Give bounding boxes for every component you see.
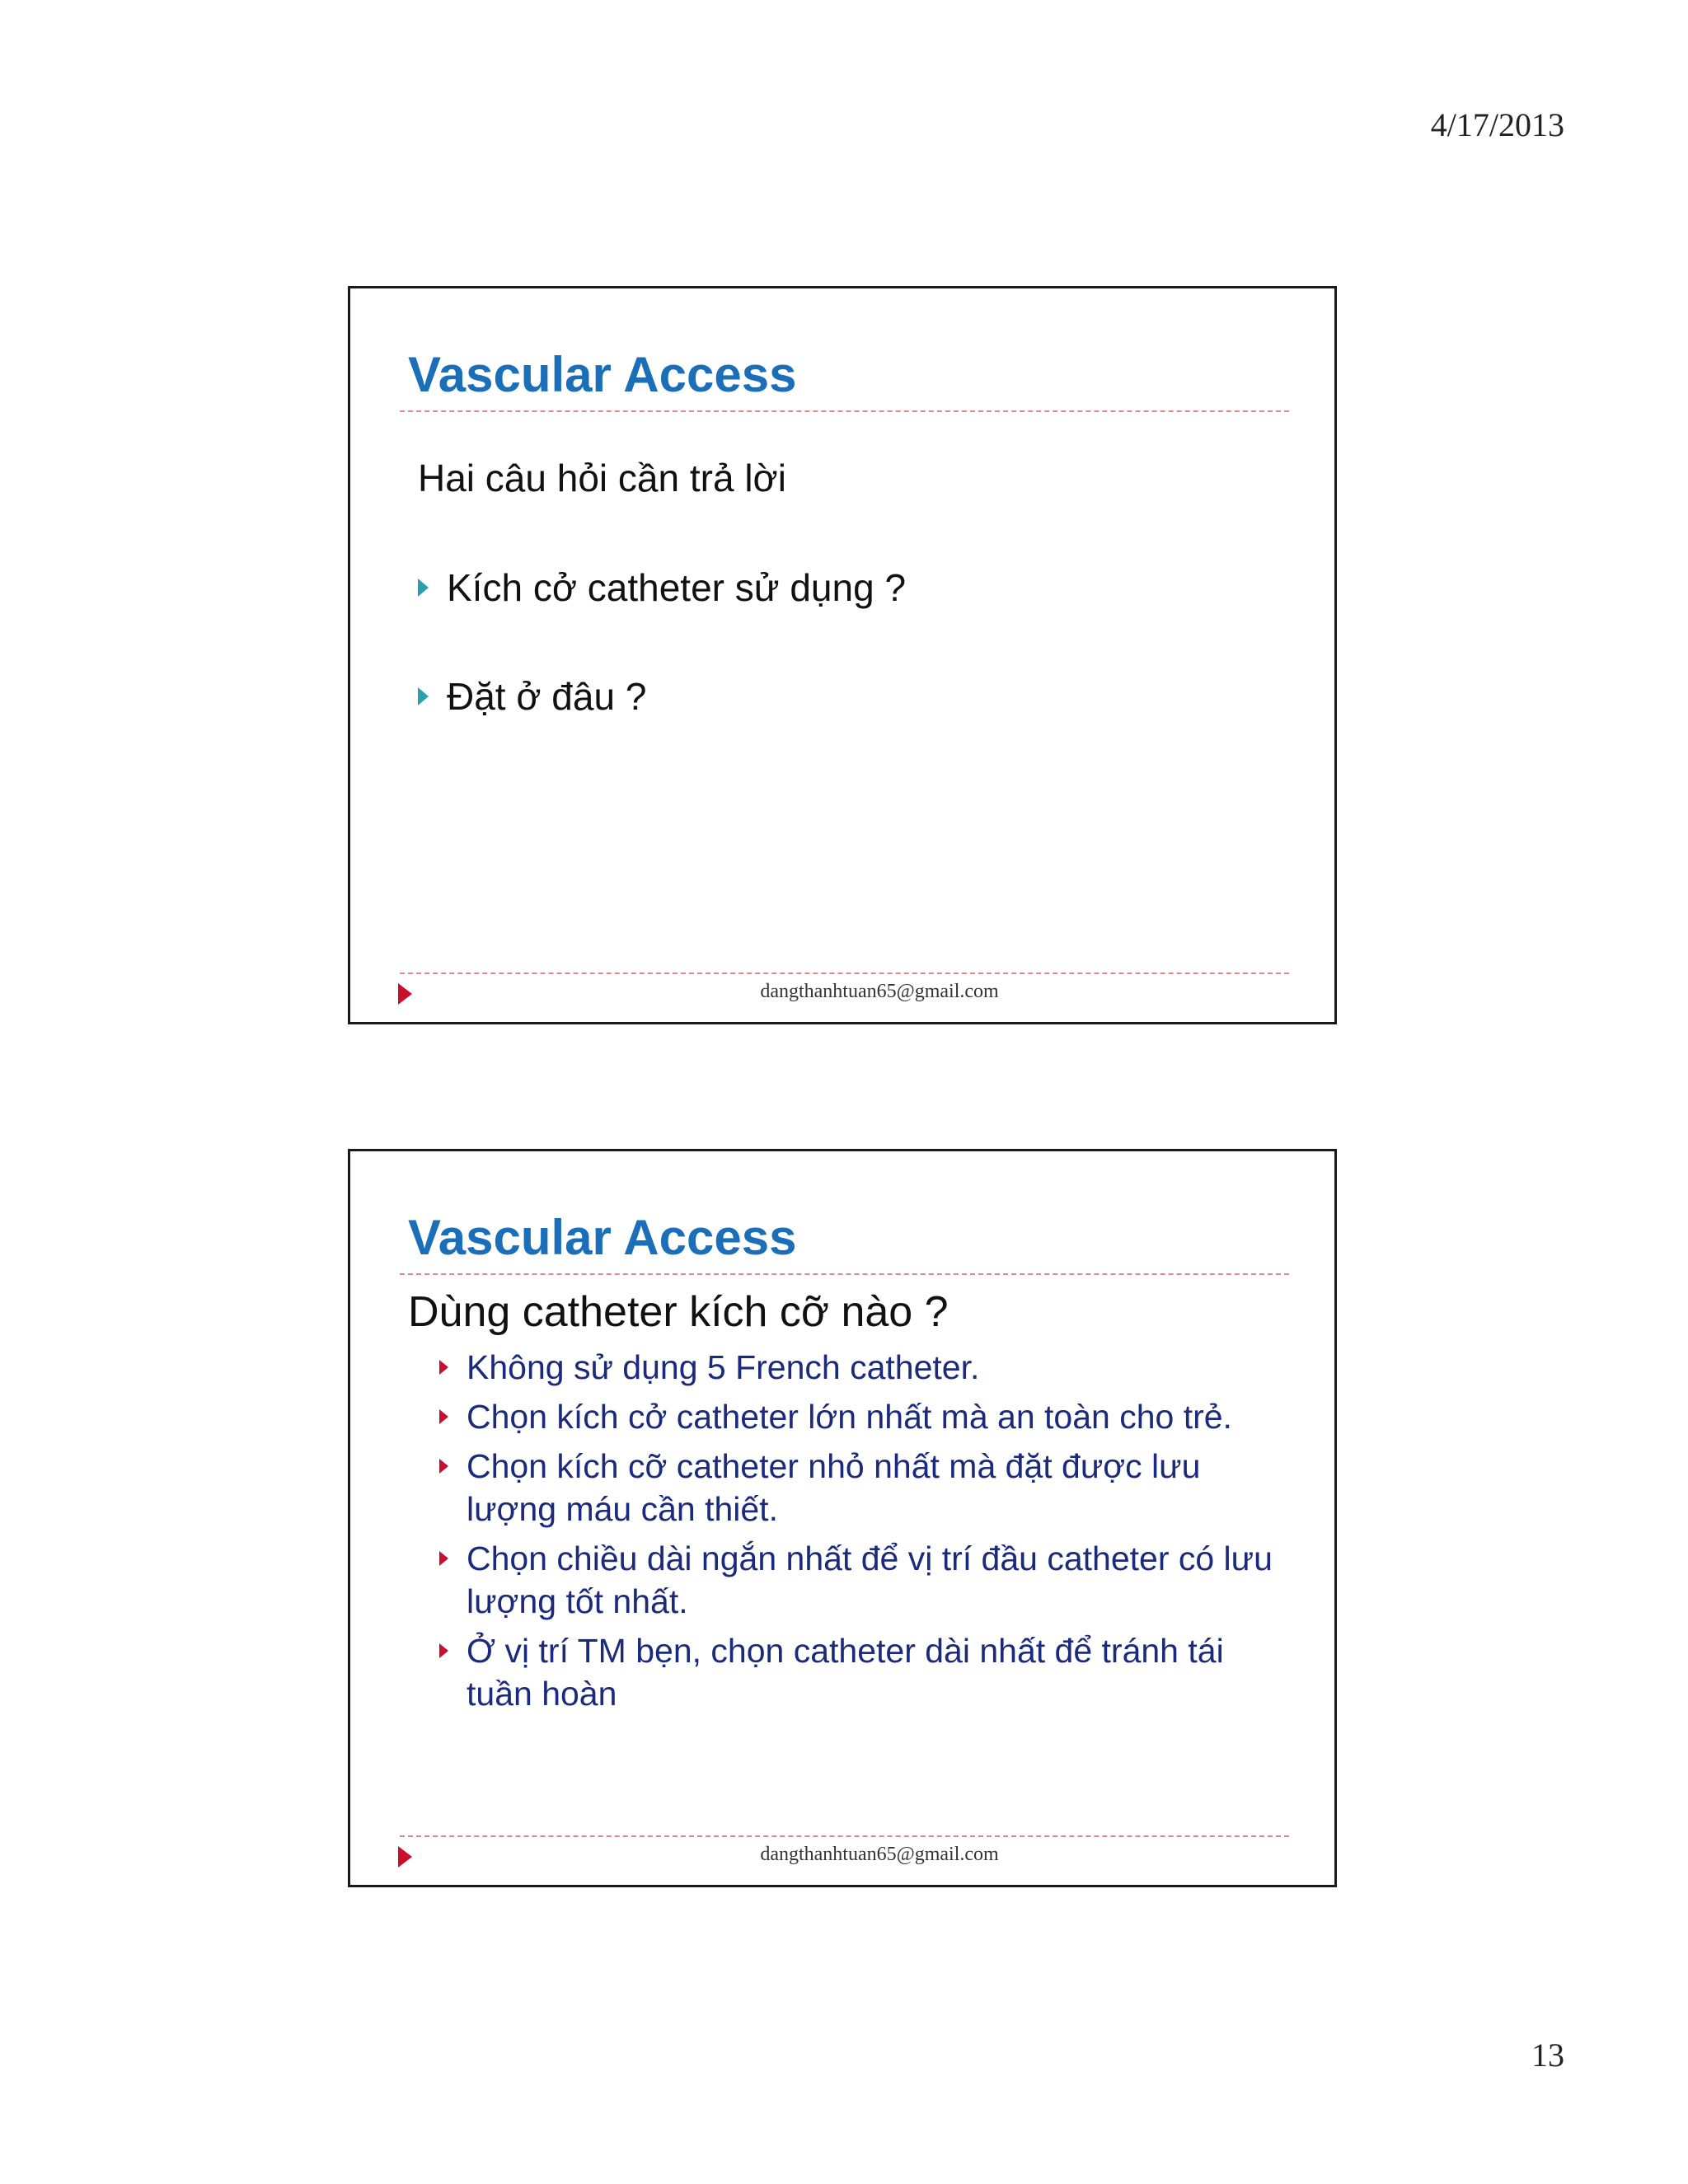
list-item [439, 1346, 1280, 1389]
bullet-arrow-icon [439, 1360, 448, 1375]
title-divider [400, 1273, 1289, 1275]
bullet-list [418, 560, 906, 778]
slide-intro-text: Hai câu hỏi cần trả lời [418, 457, 786, 499]
footer-email: dangthanhtuan65@gmail.com [760, 1844, 999, 1865]
list-item [418, 560, 906, 615]
bullet-list [439, 1346, 1280, 1722]
slide-question-text: Dùng catheter kích cỡ nào ? [408, 1288, 949, 1336]
bullet-arrow-icon [418, 687, 429, 705]
bullet-arrow-icon [439, 1643, 448, 1658]
list-item-text: Chọn kích cở catheter lớn nhất mà an toàn cho trẻ. [467, 1398, 1232, 1436]
footer-email: dangthanhtuan65@gmail.com [760, 981, 999, 1002]
slide-1 [348, 286, 1337, 1024]
bullet-arrow-icon [439, 1459, 448, 1474]
footer-divider [400, 972, 1289, 974]
bullet-arrow-icon [418, 579, 429, 597]
slide-title: Vascular Access [408, 347, 797, 402]
list-item [439, 1537, 1280, 1623]
title-divider [400, 410, 1289, 412]
list-item [439, 1395, 1280, 1438]
list-item [418, 669, 906, 724]
bullet-arrow-icon [439, 1551, 448, 1566]
list-item-text: Chọn chiều dài ngắn nhất để vị trí đầu catheter có lưu lượng tốt nhất. [467, 1540, 1273, 1620]
list-item-text: Ở vị trí TM bẹn, chọn catheter dài nhất để tránh tái tuần hoàn [467, 1632, 1224, 1713]
page-date: 4/17/2013 [1430, 106, 1564, 143]
list-item-text: Đặt ở đâu ? [447, 675, 647, 718]
list-item [439, 1629, 1280, 1715]
bullet-arrow-icon [439, 1409, 448, 1424]
list-item-text: Chọn kích cỡ catheter nhỏ nhất mà đặt được lưu lượng máu cần thiết. [467, 1447, 1201, 1528]
list-item-text: Kích cở catheter sử dụng ? [447, 566, 907, 609]
footer-divider [400, 1835, 1289, 1837]
page-number: 13 [1531, 2036, 1564, 2074]
slide-2 [348, 1149, 1337, 1887]
list-item [439, 1445, 1280, 1530]
slide-title: Vascular Access [408, 1210, 797, 1265]
list-item-text: Không sử dụng 5 French catheter. [467, 1348, 980, 1386]
